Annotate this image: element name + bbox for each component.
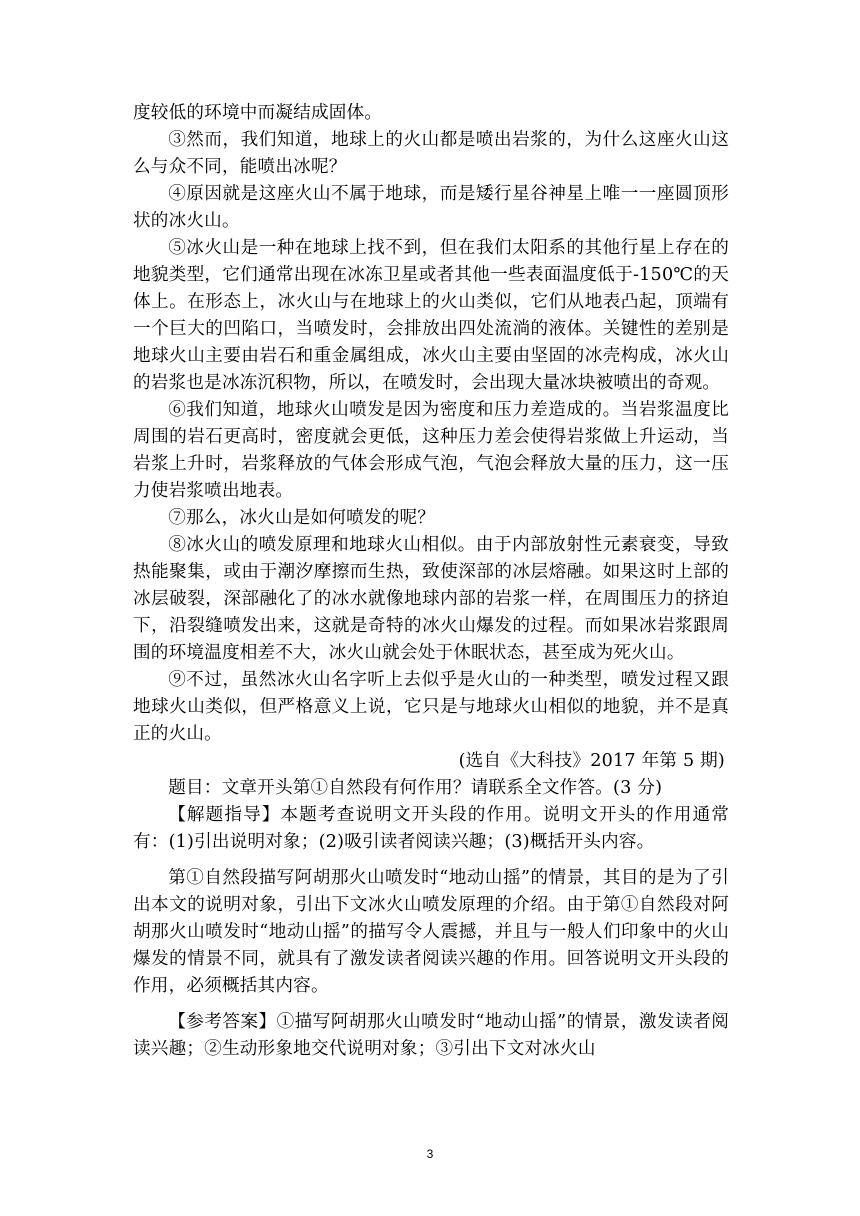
paragraph-9: ⑨不过，虽然冰火山名字听上去似乎是火山的一种类型，喷发过程又跟地球火山类似，但严格意义上说，它只是与地球火山相似的地貌，并不是真正的火山。	[133, 670, 729, 744]
paragraph-7: ⑦那么，冰火山是如何喷发的呢？	[168, 508, 436, 528]
paragraph-4: ④原因就是这座火山不属于地球，而是矮行星谷神星上唯一一座圆顶形状的冰火山。	[133, 184, 729, 231]
paragraph-continuation: 度较低的环境中而凝结成固体。	[133, 103, 383, 123]
page-number: 3	[426, 1147, 434, 1161]
source-citation: (选自《大科技》2017 年第 5 期)	[458, 751, 725, 771]
solution-guide: 【解题指导】本题考查说明文开头段的作用。说明文开头的作用通常有：(1)引出说明对象；(2)吸引读者阅读兴趣；(3)概括开头内容。	[133, 805, 729, 852]
question-text: 题目：文章开头第①自然段有何作用？请联系全文作答。(3 分)	[168, 778, 663, 798]
analysis-paragraph: 第①自然段描写阿胡那火山喷发时“地动山摇”的情景，其目的是为了引出本文的说明对象，引出下文冰火山喷发原理的介绍。由于第①自然段对阿胡那火山喷发时“地动山摇”的描写令人震撼，并且与一般人们印象中的火山爆发的情景不同，就具有了激发读者阅读兴趣的作用。回答说明文开头段的作用，必须概括其内容。	[133, 868, 729, 996]
paragraph-8: ⑧冰火山的喷发原理和地球火山相似。由于内部放射性元素衰变，导致热能聚集，或由于潮汐摩擦而生热，致使深部的冰层熔融。如果这时上部的冰层破裂，深部融化了的冰水就像地球内部的岩浆一样，在周围压力的挤迫下，沿裂缝喷发出来，这就是奇特的冰火山爆发的过程。而如果冰岩浆跟周围的环境温度相差不大，冰火山就会处于休眠状态，甚至成为死火山。	[133, 535, 729, 663]
paragraph-3: ③然而，我们知道，地球上的火山都是喷出岩浆的，为什么这座火山这么与众不同，能喷出冰呢？	[133, 130, 729, 177]
reference-answer: 【参考答案】①描写阿胡那火山喷发时“地动山摇”的情景，激发读者阅读兴趣；②生动形象地交代说明对象；③引出下文对冰火山	[133, 1012, 729, 1059]
document-body	[133, 100, 729, 1063]
paragraph-5: ⑤冰火山是一种在地球上找不到，但在我们太阳系的其他行星上存在的地貌类型，它们通常出现在冰冻卫星或者其他一些表面温度低于-150℃的天体上。在形态上，冰火山与在地球上的火山类似，它们从地表凸起，顶端有一个巨大的凹陷口，当喷发时，会排放出四处流淌的液体。关键性的差别是地球火山主要由岩石和重金属组成，冰火山主要由坚固的冰壳构成，冰火山的岩浆也是冰冻沉积物，所以，在喷发时，会出现大量冰块被喷出的奇观。	[133, 238, 729, 393]
paragraph-6: ⑥我们知道，地球火山喷发是因为密度和压力差造成的。当岩浆温度比周围的岩石更高时，密度就会更低，这种压力差会使得岩浆做上升运动，当岩浆上升时，岩浆释放的气体会形成气泡，气泡会释放大量的压力，这一压力使岩浆喷出地表。	[133, 400, 729, 501]
